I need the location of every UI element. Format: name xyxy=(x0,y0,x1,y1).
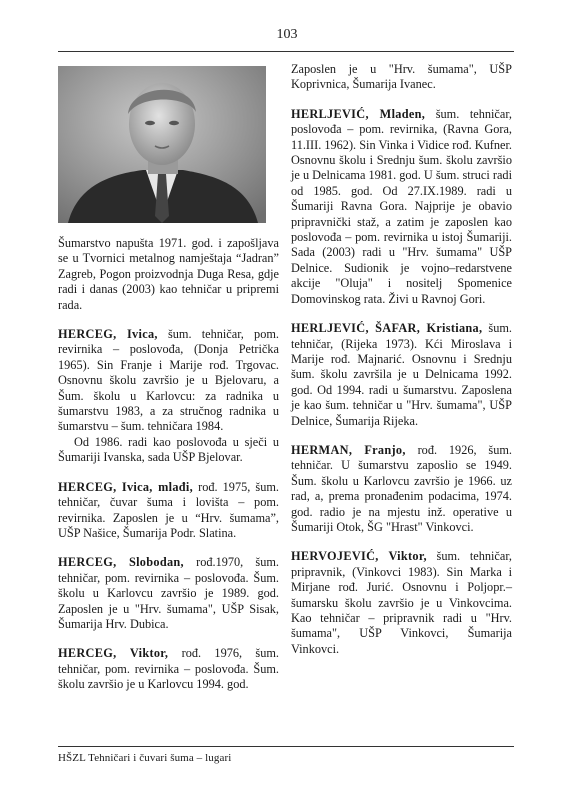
entry-herceg-ivica-mladi xyxy=(58,480,279,542)
entry-name: HERCEG, Slobodan, xyxy=(58,555,184,570)
entry-name: HERLJEVIĆ, Mladen, xyxy=(291,106,426,121)
entry-herceg-viktor-continued xyxy=(291,62,512,93)
header-rule xyxy=(58,51,514,52)
entry-herljevic-mladen xyxy=(291,107,512,307)
entry-herceg-ivica xyxy=(58,327,279,466)
entry-herljevic-safar-kristiana xyxy=(291,321,512,429)
entry-name: HERMAN, Franjo, xyxy=(291,442,406,457)
entry-hervojevic-viktor xyxy=(291,549,512,657)
entry-name: HERLJEVIĆ, ŠAFAR, Kristiana, xyxy=(291,321,483,336)
entry-text: rođ. 1926, šum. tehničar. U šumarstvu zaposlio se 1949. Šum. školu u Karlovcu završio je 1966. uz rad, a, prema pronađenim podacima, 1974. god. radio je na mjestu inž. operative u Šumariji Otok, ŠG "Hrast" Vinkovci. xyxy=(291,442,512,534)
page-number: 103 xyxy=(276,27,298,42)
right-column xyxy=(291,62,512,671)
entry-text: rođ. 1975, šum. tehničar, čuvar šuma i lovišta – pom. revirnika. Zaposlen je u “Hrv. šumama”, UŠP Našice, Šumarija Podr. Slatina. xyxy=(58,479,279,540)
entry-text: šum. tehničar, poslovođa – pom. revirnika, (Ravna Gora, 11.III. 1962). Sin Vinka i Vidice rođ. Kufner. Osnovnu školu i Srednju šum. školu završio je u Delnicama 1981. god. U šum. struci radi od 1985. god. Od 27.IX.1989. radi u Šumariji Ravna Gora. Najprije je obavio pripravnički staž, a zatim je zaposlen kao poslovođa – pom. revirnika u istoj Šumariji. Sada (2003) radi u "Hrv. šumama" UŠP Delnice. Sudionik je vojno–redarstvene akcije "Oluja" i nositelj Spomenice Domovinskog rata. Živi u Ravnoj Gori. xyxy=(291,106,512,306)
footer-text: HŠZL Tehničari i čuvari šuma – lugari xyxy=(58,752,232,764)
entry-name: HERVOJEVIĆ, Viktor, xyxy=(291,549,427,564)
entry-name: HERCEG, Ivica, xyxy=(58,327,158,342)
entry-text: šum. tehničar, pripravnik, (Vinkovci 1983). Sin Marka i Mirjane rođ. Jurić. Osnovnu i Poljopr.– šumarsku školu završio je u Vinkovcima. Kao tehničar – pripravnik radi u "Hrv. šumama", UŠP Vinkovci, Šumarija Vinkovci. xyxy=(291,549,512,656)
intro-continuation xyxy=(58,236,279,313)
entry-text: rođ.1970, šum. tehničar, pom. revirnika – poslovođa. Šum. školu u Karlovcu završio je 1989. god. Zaposlen je u "Hrv. šumama", UŠP Sisak, Šumarija Hrv. Dubica. xyxy=(58,555,279,631)
entry-text: šum. tehničar, (Rijeka 1973). Kći Miroslava i Marije rođ. Majnarić. Osnovnu i Srednju šum. školu završila je u Delnicama 1992. god. Od 1994. radi u šumarstvu. Zaposlena je kao šum. tehničar u "Hrv. šumama", UŠP Delnice, Šumarija Rijeka. xyxy=(291,321,512,428)
entry-text-2: Od 1986. radi kao poslovođa u sječi u Šumariji Ivanska, sada UŠP Bjelovar. xyxy=(58,434,279,465)
entry-name: HERCEG, Ivica, mlađi, xyxy=(58,479,194,494)
footer-rule xyxy=(58,746,514,747)
left-column xyxy=(58,66,279,707)
entry-text: šum. tehničar, pom. revirnika – poslovođa, (Donja Petrička 1965). Sin Franje i Marije rođ. Trgovac. Osnovnu školu završio je u Bjelovaru, a Šum. školu u Karlovcu: za radnika u šumarstvu 1983, a za stručnog radnika u šumarstvu – šum. tehničara 1984. xyxy=(58,327,279,434)
intro-text: Šumarstvo napušta 1971. god. i zapošljava se u Tvornici metalnog namještaja “Jadran” Zagreb, Pogon proizvodnja Duga Resa, gdje radi i danas (2003) kao tehničar u pripremi rada. xyxy=(58,236,279,312)
entry-name: HERCEG, Viktor, xyxy=(58,646,169,661)
entry-herceg-viktor xyxy=(58,646,279,692)
entry-herman-franjo xyxy=(291,443,512,535)
entry-text: rođ. 1976, šum. tehničar, pom. revirnika – poslovođa. Šum. školu završio je u Karlovcu 1994. god. xyxy=(58,646,280,692)
continuation-text: Zaposlen je u "Hrv. šumama", UŠP Koprivnica, Šumarija Ivanec. xyxy=(291,62,512,92)
portrait-photo xyxy=(58,66,266,223)
entry-herceg-slobodan xyxy=(58,555,279,632)
